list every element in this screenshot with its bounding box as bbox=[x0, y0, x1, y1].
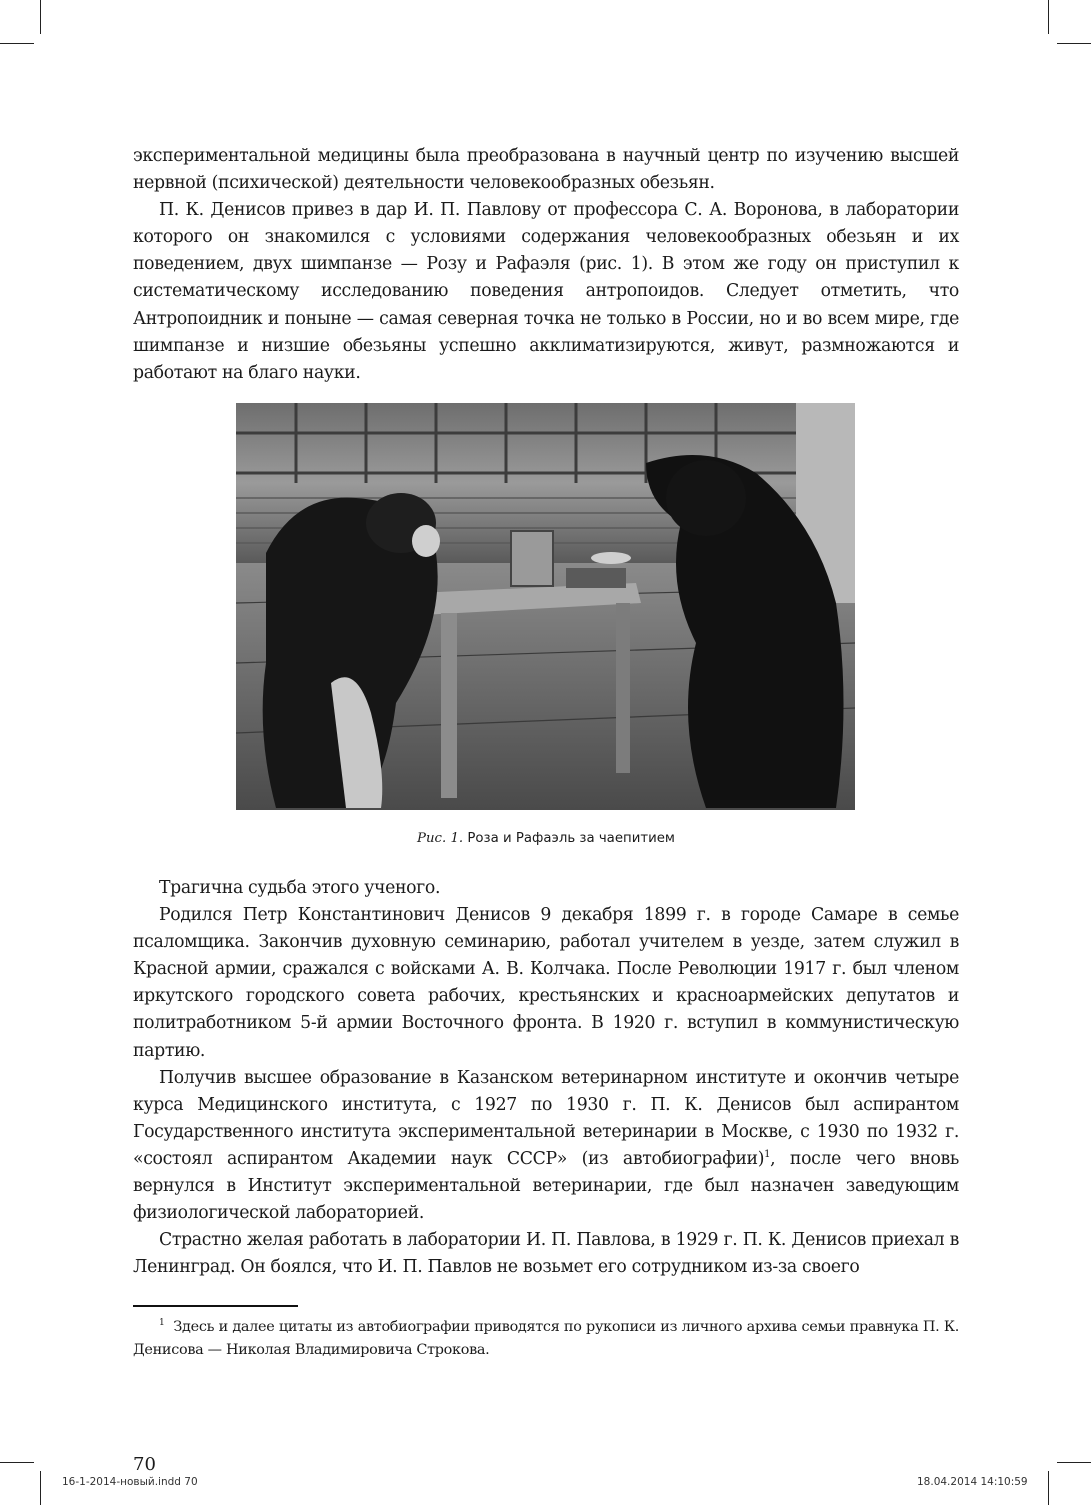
slug-datetime: 18.04.2014 14:10:59 bbox=[917, 1476, 1028, 1488]
paragraph: Трагична судьба этого ученого. bbox=[159, 878, 441, 898]
crop-mark bbox=[1057, 1462, 1091, 1463]
body-text-bottom bbox=[133, 875, 959, 1281]
crop-mark bbox=[0, 1462, 34, 1463]
paragraph bbox=[133, 1065, 959, 1228]
figure-photo-chimpanzees bbox=[236, 403, 855, 810]
footnote-marker: 1 bbox=[159, 1318, 165, 1329]
footnote-text: Здесь и далее цитаты из автобиографии приводятся по рукописи из личного архива семьи правнука П. К. Денисова — Николая Владимировича Строкова. bbox=[133, 1319, 959, 1358]
paragraph: Родился Петр Константинович Денисов 9 декабря 1899 г. в городе Самаре в семье псаломщика. Закончив духовную семинарию, работал учителем в уезде, затем служил в Красной армии, сражался с войсками А. В. Колчака. После Революции 1917 г. был членом иркутского городского совета рабочих, крестьянских и красноармейских депутатов и политработником 5-й армии Восточного фронта. В 1920 г. вступил в коммунистическую партию. bbox=[133, 905, 959, 1061]
slug-file: 16-1-2014-новый.indd 70 bbox=[62, 1476, 198, 1488]
footnote-separator bbox=[133, 1305, 298, 1307]
figure-caption bbox=[133, 831, 959, 846]
paragraph-text: Получив высшее образование в Казанском ветеринарном институте и окончив четыре курса Медицинского института, с 1927 по 1930 г. П. К. Денисов был аспирантом Государственного института экспериментальной ветеринарии в Москве, с 1930 по 1932 г. «состоял аспирантом Академии наук СССР» (из автобиографии) bbox=[133, 1067, 959, 1169]
page-number: 70 bbox=[133, 1454, 156, 1475]
footnote bbox=[133, 1316, 959, 1362]
body-text-top bbox=[133, 143, 959, 387]
crop-mark bbox=[0, 43, 34, 44]
crop-mark bbox=[40, 0, 41, 34]
figure-label: Рис. 1. bbox=[417, 831, 464, 846]
crop-mark bbox=[40, 1471, 41, 1505]
footnote-reference: 1 bbox=[764, 1149, 771, 1161]
paragraph: экспериментальной медицины была преобразована в научный центр по изучению высшей нервной (психической) деятельности человекообразных обезьян. bbox=[133, 146, 959, 194]
crop-mark bbox=[1057, 43, 1091, 44]
crop-mark bbox=[1048, 1471, 1049, 1505]
crop-mark bbox=[1048, 0, 1049, 34]
paragraph: Страстно желая работать в лаборатории И. П. Павлова, в 1929 г. П. К. Денисов приехал в Ленинград. Он боялся, что И. П. Павлов не возьмет его сотрудником из-за своего bbox=[133, 1230, 959, 1278]
paragraph: П. К. Денисов привез в дар И. П. Павлову от профессора С. А. Воронова, в лаборатории которого он знакомился с условиями содержания человекообразных обезьян и их поведением, двух шимпанзе — Розу и Рафаэля (рис. 1). В этом же году он приступил к систематическому исследованию поведения антропоидов. Следует отметить, что Антропоидник и поныне — самая северная точка не только в России, но и во всем мире, где шимпанзе и низшие обезьяны успешно акклиматизируются, живут, размножаются и работают на благо науки. bbox=[133, 200, 959, 383]
paragraph-text: , после чего вновь вернулся в Институт экспериментальной ветеринарии, где был назначен заведующим физиологической лабораторией. bbox=[133, 1148, 959, 1224]
figure-caption-text: Роза и Рафаэль за чаепитием bbox=[467, 831, 675, 846]
